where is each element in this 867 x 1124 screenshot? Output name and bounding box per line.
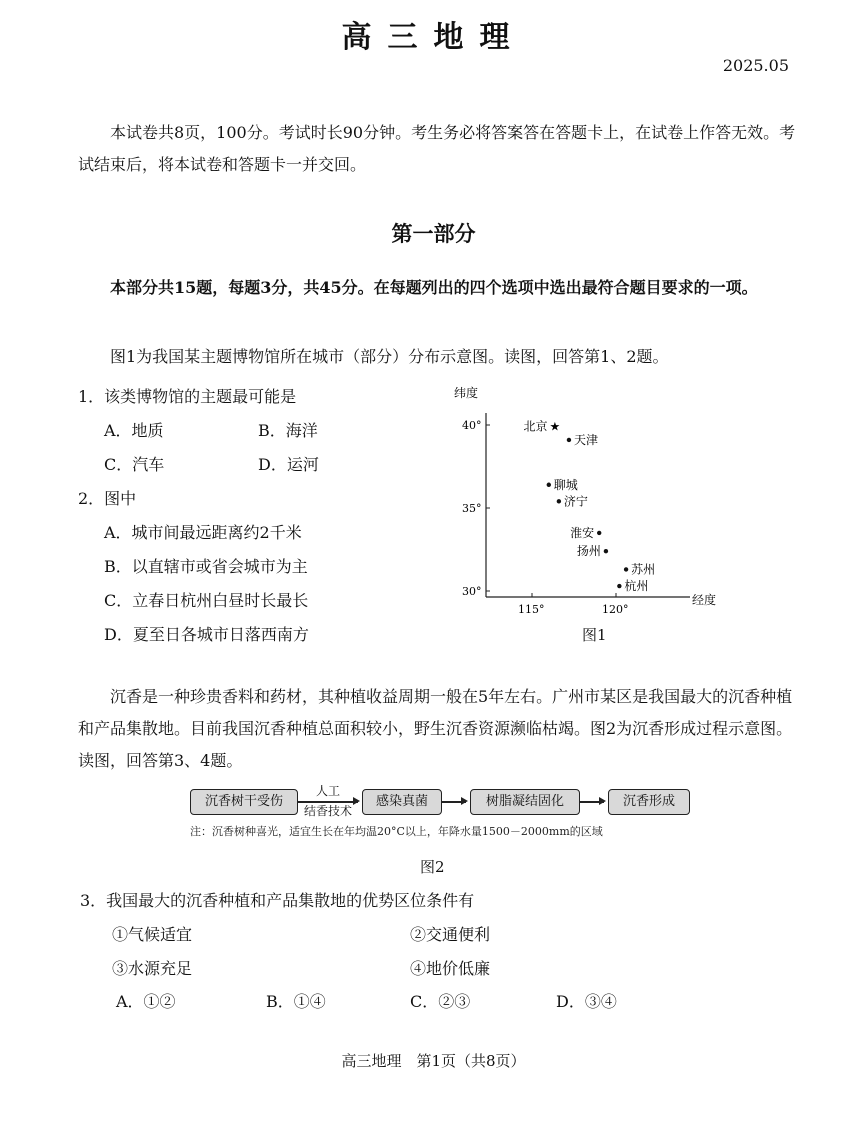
city-point xyxy=(567,438,571,442)
question-3-condition-3: ③水源充足 xyxy=(112,959,193,978)
agarwood-intro: 沉香是一种珍贵香料和药材，其种植收益周期一般在5年左右。广州市某区是我国最大的沉香种植和产品集散地。目前我国沉香种植总面积较小，野生沉香资源濒临枯竭。图2为沉香形成过程示意图。读图，回答第3、4题。 xyxy=(78,687,793,770)
question-3-option-c: C．②③ xyxy=(410,992,471,1011)
city-label: 杭州 xyxy=(624,579,649,594)
city-point xyxy=(624,567,628,571)
y-tick-label: 35° xyxy=(462,502,482,515)
city-label: 苏州 xyxy=(631,562,656,577)
city-label: 淮安 xyxy=(570,525,595,540)
y-tick-label: 40° xyxy=(462,419,482,432)
question-2-option-c: C．立春日杭州白昼时长最长 xyxy=(104,591,309,610)
city-label: 天津 xyxy=(573,432,598,447)
figure1-intro: 图1为我国某主题博物馆所在城市（部分）分布示意图。读图，回答第1、2题。 xyxy=(110,347,669,366)
question-1-option-b: B．海洋 xyxy=(258,421,318,440)
figure-1-caption: 图1 xyxy=(582,626,607,644)
question-2-stem: 2．图中 xyxy=(78,489,137,508)
question-2-option-b: B．以直辖市或省会城市为主 xyxy=(104,557,308,576)
question-1-stem: 1．该类博物馆的主题最可能是 xyxy=(78,387,297,406)
section-description: 本部分共15题，每题3分，共45分。在每题列出的四个选项中选出最符合题目要求的一项。 xyxy=(110,278,758,297)
question-3-stem: 3．我国最大的沉香种植和产品集散地的优势区位条件有 xyxy=(80,891,475,910)
figure-1-map xyxy=(450,385,750,645)
section-title: 第一部分 xyxy=(391,221,476,246)
capital-star-marker: ★ xyxy=(549,419,561,434)
question-3-option-d: D．③④ xyxy=(556,992,617,1011)
city-point xyxy=(604,549,608,553)
page-title: 高三地理 xyxy=(341,20,526,55)
y-tick-label: 30° xyxy=(462,585,482,598)
figure-1-x-label: 经度 xyxy=(692,593,717,607)
question-1-option-c: C．汽车 xyxy=(104,455,165,474)
flow-arrow-bottom-label: 结香技术 xyxy=(303,804,352,818)
x-tick-label: 115° xyxy=(518,603,545,616)
flow-step-4: 沉香形成 xyxy=(608,789,690,815)
x-tick-label: 120° xyxy=(602,603,629,616)
exam-instructions: 本试卷共8页，100分。考试时长90分钟。考生务必将答案答在答题卡上，在试卷上作答无效。考试结束后，将本试卷和答题卡一并交回。 xyxy=(78,123,796,174)
figure-2-caption: 图2 xyxy=(420,858,445,876)
flow-step-1: 沉香树干受伤 xyxy=(190,789,298,815)
flow-arrow-2 xyxy=(442,801,466,803)
question-3-condition-1: ①气候适宜 xyxy=(112,925,193,944)
exam-date: 2025.05 xyxy=(722,56,789,75)
flow-step-2: 感染真菌 xyxy=(362,789,442,815)
question-3-option-b: B．①④ xyxy=(266,992,326,1011)
flow-step-3: 树脂凝结固化 xyxy=(470,789,580,815)
question-3-condition-4: ④地价低廉 xyxy=(410,959,491,978)
city-point xyxy=(547,483,551,487)
city-point xyxy=(557,499,561,503)
question-3-option-a: A．①② xyxy=(116,992,176,1011)
city-point xyxy=(597,531,601,535)
question-1-option-a: A．地质 xyxy=(104,421,164,440)
city-label: 聊城 xyxy=(553,477,578,492)
city-label: 北京 xyxy=(523,419,548,434)
question-1-option-d: D．运河 xyxy=(258,455,319,474)
question-2-option-a: A．城市间最远距离约2千米 xyxy=(104,523,302,542)
flow-arrow-3 xyxy=(580,801,604,803)
question-2-option-d: D．夏至日各城市日落西南方 xyxy=(104,625,309,644)
figure-2-note: 注：沉香树种喜光，适宜生长在年均温20°C以上，年降水量1500－2000mm的区域 xyxy=(190,825,603,838)
flow-arrow-top-label: 人工 xyxy=(315,784,340,798)
page-footer: 高三地理 第1页（共8页） xyxy=(341,1052,526,1070)
figure-1-y-label: 纬度 xyxy=(454,386,479,400)
city-point xyxy=(617,584,621,588)
question-3-condition-2: ②交通便利 xyxy=(410,925,491,944)
figure-2-flowchart xyxy=(190,784,700,821)
city-label: 扬州 xyxy=(576,544,601,559)
city-label: 济宁 xyxy=(563,494,588,509)
